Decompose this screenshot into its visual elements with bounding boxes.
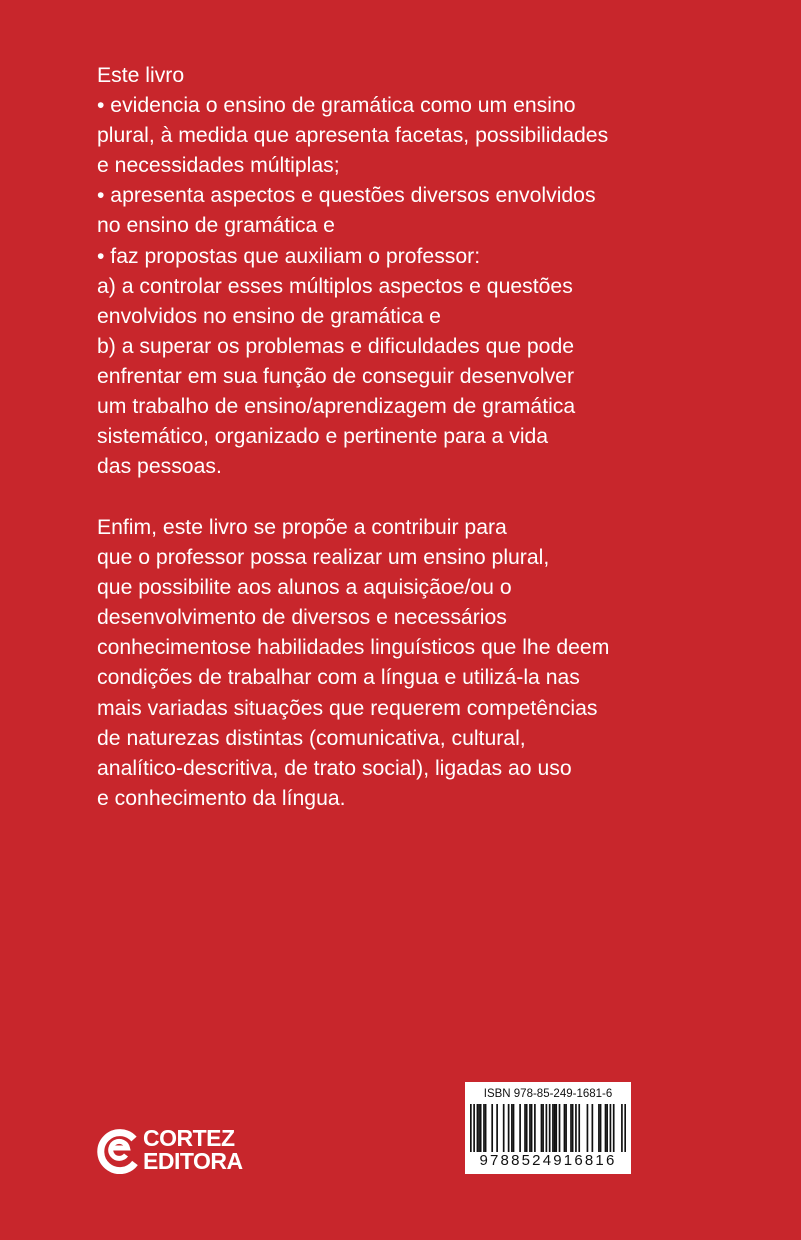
barcode-bar: [513, 1104, 515, 1152]
text-line: que possibilite aos alunos a aquisiçãoe/ou o: [97, 576, 512, 600]
barcode-bar: [491, 1104, 493, 1152]
barcode-bar: [524, 1104, 526, 1152]
barcode-bar: [554, 1104, 556, 1152]
text-line: desenvolvimento de diversos e necessários: [97, 606, 507, 630]
barcode-bar: [610, 1104, 612, 1152]
text-line: envolvidos no ensino de gramática e: [97, 304, 441, 328]
barcode-bar: [542, 1104, 544, 1152]
barcode-bar: [480, 1104, 482, 1152]
description-paragraph-1: [97, 61, 657, 482]
barcode-bar: [578, 1104, 580, 1152]
barcode-bar: [503, 1104, 505, 1152]
barcode-bar: [575, 1104, 577, 1152]
isbn-label: ISBN 978-85-249-1681-6: [483, 1088, 613, 1100]
barcode-bar: [555, 1104, 557, 1152]
text-line: e conhecimento da língua.: [97, 786, 346, 810]
text-line: condições de trabalhar com a língua e utilizá-la nas: [97, 666, 580, 690]
barcode-bar: [508, 1104, 510, 1152]
logo-word-cortez: CORTEZ: [143, 1125, 235, 1151]
cortez-logo-icon: [96, 1128, 142, 1174]
text-line: analítico-descritiva, de trato social), ligadas ao uso: [97, 756, 572, 780]
barcode-bar: [496, 1104, 498, 1152]
barcode-bar: [606, 1104, 608, 1152]
barcode-bar: [613, 1104, 615, 1152]
barcode-bar: [519, 1104, 521, 1152]
text-line: • faz propostas que auxiliam o professor:: [97, 244, 481, 268]
publisher-logo: [96, 1125, 246, 1178]
barcode-bar: [541, 1104, 543, 1152]
text-line: um trabalho de ensino/aprendizagem de gramática: [97, 395, 576, 419]
barcode-bar: [511, 1104, 513, 1152]
barcode-bar: [565, 1104, 567, 1152]
barcode-bar: [624, 1104, 626, 1152]
text-line: no ensino de gramática e: [97, 214, 335, 238]
barcode-bar: [529, 1104, 531, 1152]
text-line: • evidencia o ensino de gramática como um ensino: [97, 94, 576, 118]
barcode-bar: [534, 1104, 536, 1152]
text-line: Enfim, este livro se propõe a contribuir para: [97, 516, 507, 539]
barcode-bar: [526, 1104, 528, 1152]
text-line: conhecimentose habilidades linguísticos que lhe deem: [97, 636, 610, 660]
text-line: que o professor possa realizar um ensino plural,: [97, 546, 550, 570]
barcode-bar: [600, 1104, 602, 1152]
barcode-bar: [570, 1104, 572, 1152]
description-paragraph-2: [97, 513, 657, 814]
text-line: • apresenta aspectos e questões diversos envolvidos: [97, 184, 596, 208]
barcode-bar: [483, 1104, 485, 1152]
barcode-bar: [552, 1104, 554, 1152]
barcode-bar: [592, 1104, 594, 1152]
barcode-bar: [621, 1104, 623, 1152]
barcode-bar: [598, 1104, 600, 1152]
barcode-bar: [546, 1104, 548, 1152]
barcode-bar: [485, 1104, 487, 1152]
barcode-bar: [477, 1104, 479, 1152]
text-line: plural, à medida que apresenta facetas, possibilidades: [97, 124, 609, 148]
text-line: b) a superar os problemas e dificuldades que pode: [97, 334, 575, 358]
barcode-bar: [587, 1104, 589, 1152]
text-line: mais variadas situações que requerem competências: [97, 696, 598, 720]
text-line: a) a controlar esses múltiplos aspectos e questões: [97, 274, 573, 298]
barcode-bar: [470, 1104, 472, 1152]
text-line: sistemático, organizado e pertinente para a vida: [97, 425, 549, 449]
barcode-bar: [478, 1104, 480, 1152]
barcode-bar: [564, 1104, 566, 1152]
text-line: das pessoas.: [97, 455, 222, 479]
barcode-digits: 9788524916816: [479, 1152, 617, 1169]
text-line: Este livro: [97, 64, 185, 87]
isbn-barcode: [465, 1082, 631, 1174]
text-line: enfrentar em sua função de conseguir desenvolver: [97, 364, 575, 388]
barcode-bar: [531, 1104, 533, 1152]
logo-word-editora: EDITORA: [143, 1148, 243, 1174]
barcode-bar: [473, 1104, 475, 1152]
text-line: de naturezas distintas (comunicativa, cultural,: [97, 726, 526, 750]
barcode-bar: [549, 1104, 551, 1152]
text-line: e necessidades múltiplas;: [97, 154, 340, 178]
barcode-bar: [605, 1104, 607, 1152]
barcode-bars: [470, 1104, 626, 1152]
barcode-bar: [559, 1104, 561, 1152]
barcode-bar: [572, 1104, 574, 1152]
